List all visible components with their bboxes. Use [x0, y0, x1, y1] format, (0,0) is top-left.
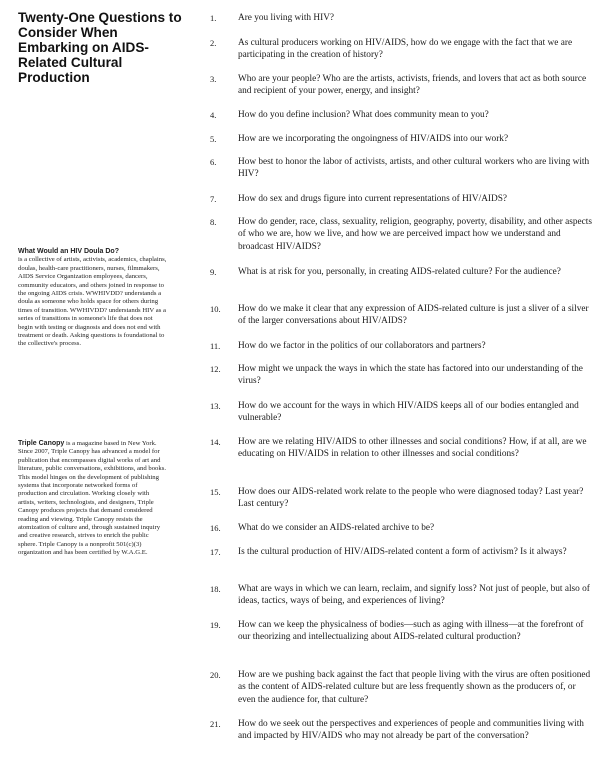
- doula-body: is a collective of artists, activists, academics, chaplains, doulas, health-care practitioners, nurses, filmmakers, AIDS Service Organization employees, dancers, community educators, and others joined in response to the ongoing AIDS crisis. WWHIVDD? understands a doula as someone who holds space for others during times of transition. WWHIVDD? understands HIV as a series of transitions in someone's life that does not begin with testing or diagnosis and does not end with treatment or death. Asking questions is foundational to the collective's process.: [18, 256, 167, 348]
- question-text: How do we make it clear that any expression of AIDS-related culture is just a sliver of a silver of the larger conversations about HIV/AIDS?: [238, 304, 589, 327]
- question-item: [210, 12, 595, 24]
- question-item: [210, 436, 595, 461]
- question-text: How can we keep the physicalness of bodies—such as aging with illness—at the forefront of our theorizing and intellectualizing about AIDS-related cultural production?: [238, 620, 584, 643]
- question-text: How might we unpack the ways in which the state has factored into our understanding of the virus?: [238, 364, 583, 387]
- question-item: [210, 340, 595, 352]
- question-number: 4.: [210, 110, 217, 120]
- question-text: How are we incorporating the ongoingness of HIV/AIDS into our work?: [238, 134, 509, 144]
- question-number: 13.: [210, 401, 221, 411]
- question-number: 12.: [210, 364, 221, 374]
- question-number: 9.: [210, 267, 217, 277]
- question-number: 20.: [210, 670, 221, 680]
- page-title: Twenty-One Questions to Consider When Embarking on AIDS-Related Cultural Production: [18, 10, 182, 85]
- question-text: Is the cultural production of HIV/AIDS-related content a form of activism? Is it always?: [238, 547, 567, 557]
- question-item: [210, 669, 595, 706]
- question-item: [210, 37, 595, 62]
- question-number: 16.: [210, 523, 221, 533]
- question-number: 18.: [210, 584, 221, 594]
- question-item: [210, 266, 595, 278]
- question-number: 5.: [210, 134, 217, 144]
- question-item: [210, 583, 595, 608]
- question-item: [210, 216, 595, 253]
- title-block: [18, 10, 188, 85]
- question-text: Who are your people? Who are the artists, activists, friends, and lovers that act as both source and recipient of your power, energy, and insight?: [238, 74, 587, 97]
- question-number: 2.: [210, 38, 217, 48]
- question-item: [210, 303, 595, 328]
- doula-blurb: [18, 248, 168, 349]
- question-text: How do gender, race, class, sexuality, religion, geography, poverty, disability, and other aspects of who we are, how we live, and how we are perceived impact how we understand and broadcast HIV/AIDS?: [238, 217, 593, 252]
- question-number: 8.: [210, 217, 217, 227]
- question-item: [210, 73, 595, 98]
- question-number: 15.: [210, 487, 221, 497]
- question-item: [210, 486, 595, 511]
- question-text: How do sex and drugs figure into current representations of HIV/AIDS?: [238, 194, 508, 204]
- question-text: How are we relating HIV/AIDS to other illnesses and social conditions? How, if at all, are we educating on HIV/AIDS in relation to other illnesses and social conditions?: [238, 437, 587, 460]
- question-number: 17.: [210, 547, 221, 557]
- question-item: [210, 363, 595, 388]
- question-text: Are you living with HIV?: [238, 13, 335, 23]
- canopy-heading: Triple Canopy: [18, 440, 65, 447]
- question-number: 21.: [210, 719, 221, 729]
- question-item: [210, 133, 595, 145]
- question-number: 14.: [210, 437, 221, 447]
- question-text: What are ways in which we can learn, reclaim, and signify loss? Not just of people, but also of ideas, tactics, ways of being, and experiences of living?: [238, 584, 590, 607]
- question-number: 7.: [210, 194, 217, 204]
- question-text: How do you define inclusion? What does community mean to you?: [238, 110, 489, 120]
- question-number: 1.: [210, 13, 217, 23]
- question-number: 6.: [210, 157, 217, 167]
- question-item: [210, 546, 595, 558]
- question-number: 19.: [210, 620, 221, 630]
- question-number: 3.: [210, 74, 217, 84]
- question-item: [210, 156, 595, 181]
- question-text: As cultural producers working on HIV/AIDS, how do we engage with the fact that we are participating in the creation of history?: [238, 38, 573, 61]
- question-text: How do we seek out the perspectives and experiences of people and communities living with and impacted by HIV/AIDS who may not already be part of the conversation?: [238, 719, 584, 742]
- question-item: [210, 400, 595, 425]
- question-text: How best to honor the labor of activists, artists, and other cultural workers who are living with HIV?: [238, 157, 590, 180]
- question-item: [210, 619, 595, 644]
- question-number: 11.: [210, 341, 221, 351]
- question-item: [210, 718, 595, 743]
- canopy-body: is a magazine based in New York. Since 2007, Triple Canopy has advanced a model for publication that encompasses digital works of art and literature, public conversations, exhibitions, and books. This model hinges on the development of publishing systems that incorporate networked forms of production and circulation. Working closely with artists, writers, technologists, and designers, Triple Canopy produces projects that demand considered reading and viewing. Triple Canopy resists the atomization of culture and, through sustained inquiry and creative research, strives to enrich the public sphere. Triple Canopy is a nonprofit 501(c)(3) organization and has been certified by W.A.G.E.: [18, 440, 167, 557]
- question-number: 10.: [210, 304, 221, 314]
- question-item: [210, 109, 595, 121]
- question-text: How does our AIDS-related work relate to the people who were diagnosed today? Last year? Last century?: [238, 487, 584, 510]
- question-item: [210, 193, 595, 205]
- question-text: What is at risk for you, personally, in creating AIDS-related culture? For the audience?: [238, 267, 561, 277]
- canopy-blurb: [18, 440, 168, 558]
- question-text: How do we account for the ways in which HIV/AIDS keeps all of our bodies entangled and vulnerable?: [238, 401, 579, 424]
- question-text: How are we pushing back against the fact that people living with the virus are often positioned as the content of AIDS-related culture but are less frequently shown as the producers of, or even the audience for, that culture?: [238, 670, 591, 705]
- doula-heading: What Would an HIV Doula Do?: [18, 248, 119, 255]
- question-text: How do we factor in the politics of our collaborators and partners?: [238, 341, 486, 351]
- question-item: [210, 522, 595, 534]
- question-text: What do we consider an AIDS-related archive to be?: [238, 523, 435, 533]
